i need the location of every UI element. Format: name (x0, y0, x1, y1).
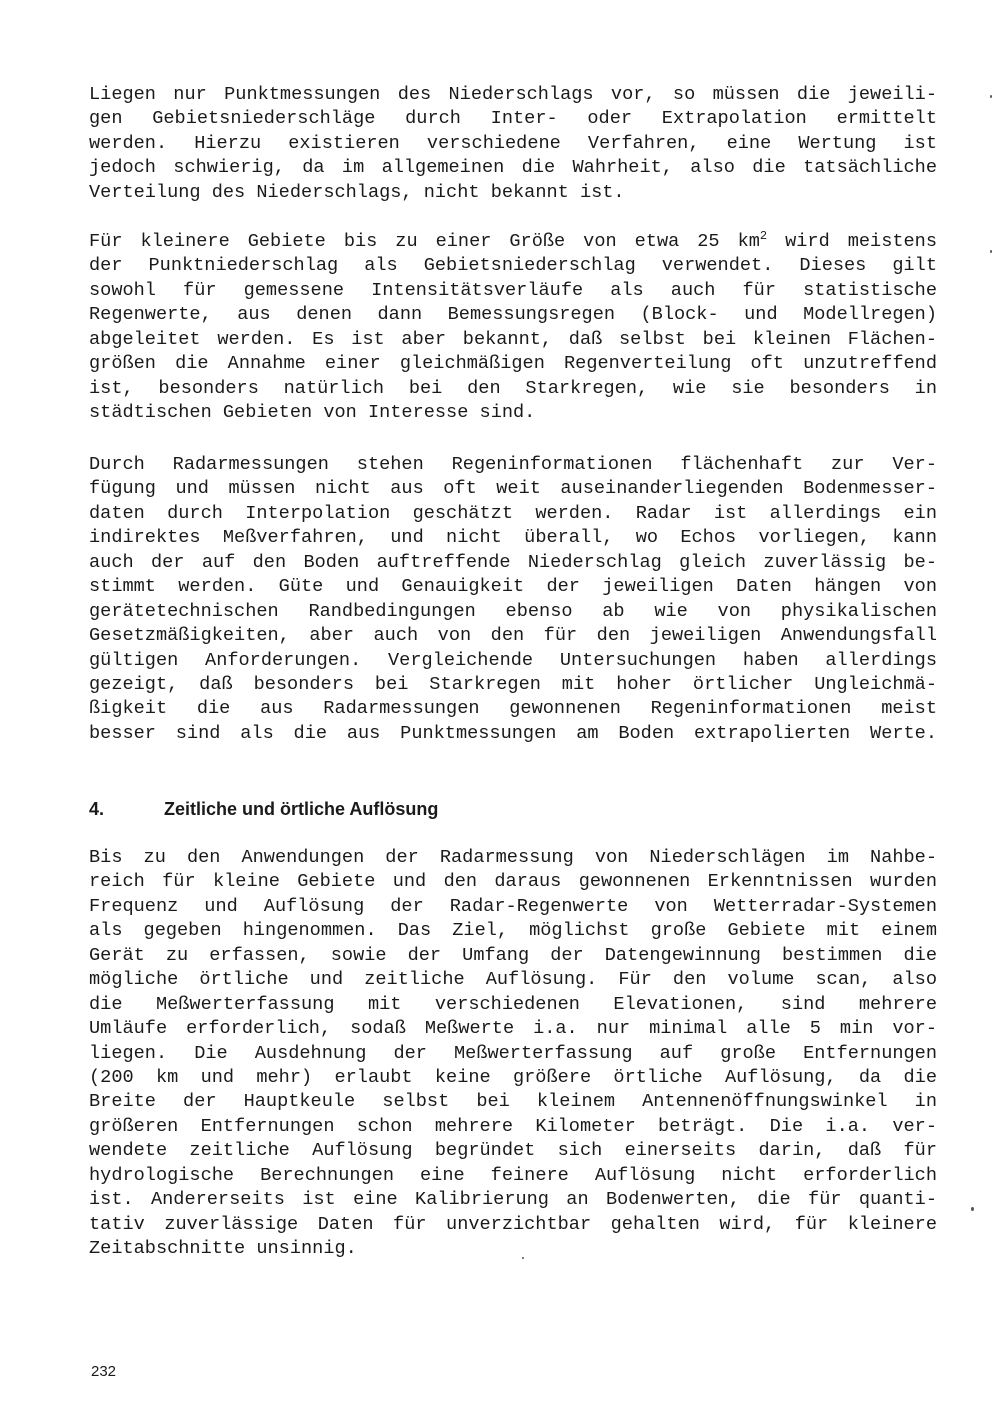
text-line: reich für kleine Gebiete und den daraus gewonnenen Erkenntnissen wurden (89, 871, 937, 893)
text-line: als gegeben hingenommen. Das Ziel, möglichst große Gebiete mit einem (89, 920, 937, 942)
text-line: liegen. Die Ausdehnung der Meßwerterfassung auf große Entfernungen (89, 1042, 937, 1064)
text-line: Verteilung des Niederschlags, nicht bekannt ist. (89, 181, 625, 203)
text-line: größen die Annahme einer gleichmäßigen Regenverteilung oft unzutreffend (89, 353, 937, 375)
text-line: städtischen Gebieten von Interesse sind. (89, 402, 536, 424)
scan-speck (990, 95, 992, 98)
text-line: hydrologische Berechnungen eine feinere Auflösung nicht erforderlich (89, 1164, 937, 1186)
paragraph-4 (89, 846, 937, 1261)
text-line: größeren Entfernungen schon mehrere Kilometer beträgt. Die i.a. ver- (89, 1115, 937, 1137)
section-heading (89, 797, 438, 821)
page-number: 232 (91, 1363, 117, 1380)
text-line: indirektes Meßverfahren, und nicht überall, wo Echos vorliegen, kann (89, 527, 937, 549)
text-line: fügung und müssen nicht aus oft weit auseinanderliegenden Bodenmesser- (89, 478, 937, 500)
text-line: Regenwerte, aus denen dann Bemessungsregen (Block- und Modellregen) (89, 304, 937, 326)
scan-speck (971, 1207, 974, 1211)
text-line: jedoch schwierig, da im allgemeinen die Wahrheit, also die tatsächliche (89, 157, 937, 179)
text-line: tativ zuverlässige Daten für unverzichtbar gehalten wird, für kleinere (89, 1213, 937, 1235)
text-line: ßigkeit die aus Radarmessungen gewonnenen Regeninformationen meist (89, 698, 937, 720)
text-line: die Meßwerterfassung mit verschiedenen Elevationen, sind mehrere (89, 993, 937, 1015)
text-line: Frequenz und Auflösung der Radar-Regenwerte von Wetterradar-Systemen (89, 895, 937, 917)
text-line: werden. Hierzu existieren verschiedene Verfahren, eine Wertung ist (89, 132, 937, 154)
text-line: mögliche örtliche und zeitliche Auflösung. Für den volume scan, also (89, 969, 937, 991)
text-line: abgeleitet werden. Es ist aber bekannt, daß selbst bei kleinen Flächen- (89, 328, 937, 350)
section-title: Zeitliche und örtliche Auflösung (164, 799, 439, 819)
text-line: gültigen Anforderungen. Vergleichende Untersuchungen haben allerdings (89, 649, 937, 671)
text-line (89, 230, 937, 254)
text-line: Gesetzmäßigkeiten, aber auch von den für den jeweiligen Anwendungsfall (89, 625, 937, 647)
text-line: stimmt werden. Güte und Genauigkeit der jeweiligen Daten hängen von (89, 576, 937, 598)
text-line: auch der auf den Boden auftreffende Niederschlag gleich zuverlässig be- (89, 551, 937, 573)
text-line: wendete zeitliche Auflösung begründet sich einerseits darin, daß für (89, 1140, 937, 1162)
text-line: (200 km und mehr) erlaubt keine größere örtliche Auflösung, da die (89, 1066, 937, 1088)
text-line: gezeigt, daß besonders bei Starkregen mit hoher örtlicher Ungleichmä- (89, 673, 937, 695)
paragraph-1 (89, 83, 937, 205)
text-fragment: Für kleinere Gebiete bis zu einer Größe von etwa 25 km (89, 231, 760, 252)
text-line: gen Gebietsniederschläge durch Inter- oder Extrapolation ermittelt (89, 108, 937, 130)
text-line: ist. Andererseits ist eine Kalibrierung an Bodenwerten, die für quanti- (89, 1189, 937, 1211)
text-line: Durch Radarmessungen stehen Regeninformationen flächenhaft zur Ver- (89, 454, 937, 475)
text-line: Gerät zu erfassen, sowie der Umfang der Datengewinnung bestimmen die (89, 944, 937, 966)
text-line: Liegen nur Punktmessungen des Niederschlags vor, so müssen die jeweili- (89, 84, 937, 105)
text-line: der Punktniederschlag als Gebietsniederschlag verwendet. Dieses gilt (89, 255, 937, 277)
text-line: sowohl für gemessene Intensitätsverläufe als auch für statistische (89, 279, 937, 301)
text-line: gerätetechnischen Randbedingungen ebenso ab wie von physikalischen (89, 600, 937, 622)
text-line: Zeitabschnitte unsinnig. (89, 1238, 357, 1259)
text-fragment: wird meistens (767, 231, 937, 252)
text-line: ist, besonders natürlich bei den Starkregen, wie sie besonders in (89, 377, 937, 399)
paragraph-3 (89, 453, 937, 746)
text-line: Bis zu den Anwendungen der Radarmessung von Niederschlägen im Nahbe- (89, 847, 937, 868)
text-line: besser sind als die aus Punktmessungen am Boden extrapolierten Werte. (89, 722, 937, 744)
section-number: 4. (89, 799, 105, 819)
superscript: 2 (759, 228, 768, 243)
scan-speck (990, 250, 992, 253)
scan-speck (522, 1257, 524, 1259)
text-line: Umläufe erforderlich, sodaß Meßwerte i.a. nur minimal alle 5 min vor- (89, 1018, 937, 1040)
paragraph-2 (89, 230, 937, 426)
text-line: Breite der Hauptkeule selbst bei kleinem Antennenöffnungswinkel in (89, 1091, 937, 1113)
text-line: daten durch Interpolation geschätzt werden. Radar ist allerdings ein (89, 502, 937, 524)
